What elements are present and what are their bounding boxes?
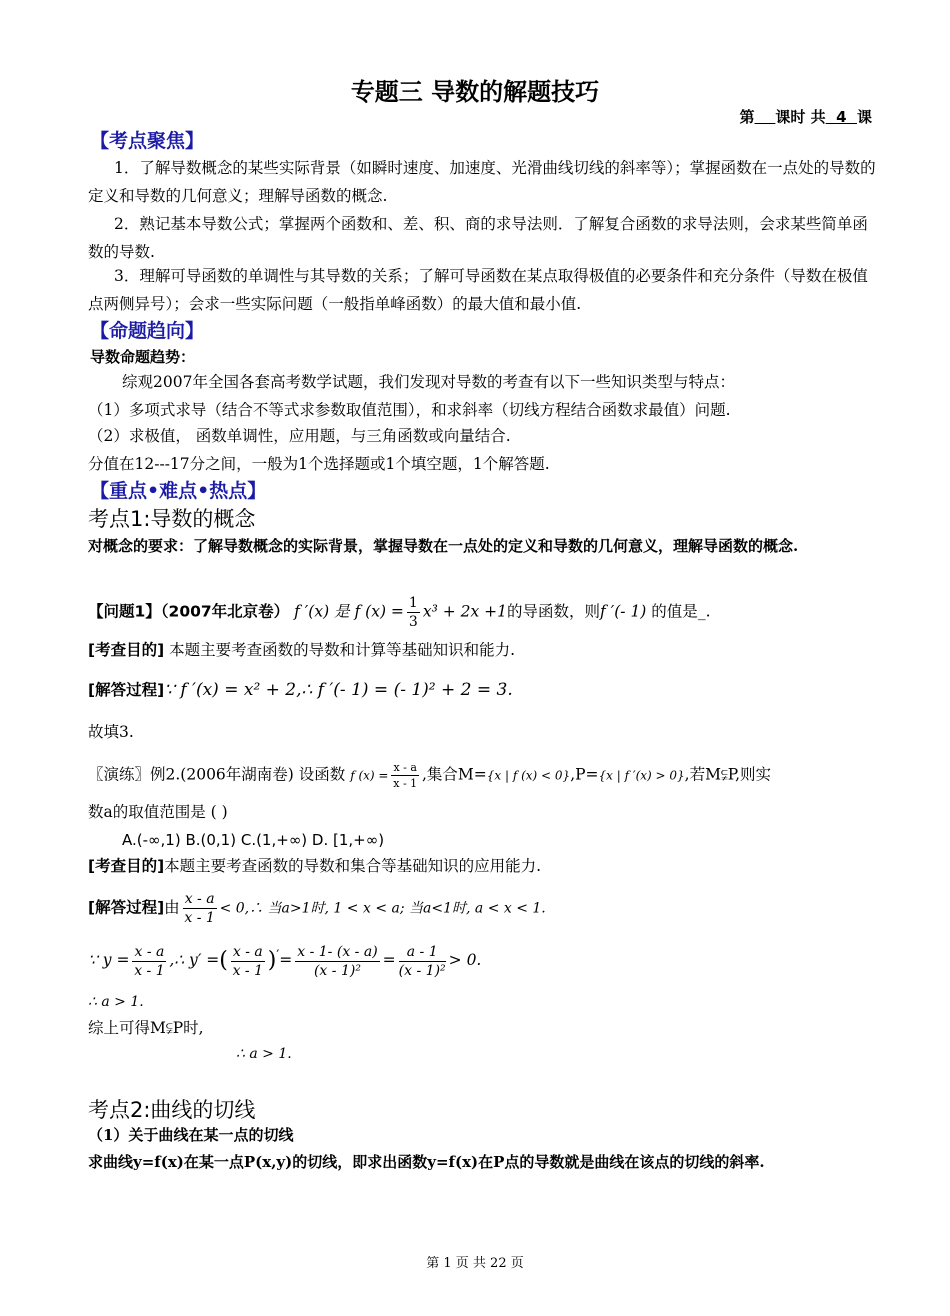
solution-2-text: 由 xyxy=(164,898,180,917)
trend-line-2: （1）多项式求导（结合不等式求参数取值范围），和求斜率（切线方程结合函数求最值）问题. xyxy=(88,401,731,419)
solution-3-eq: = xyxy=(279,951,293,970)
fraction-y: $\frac{x - a}{x - 1}$ xyxy=(134,943,165,979)
answer-choices: A.(-∞,1) B.(0,1) C.(1,+∞) D. [1,+∞) xyxy=(122,831,385,849)
fraction-y-inner: $\frac{x - a}{x - 1}$ xyxy=(232,943,263,979)
exercise-set-m: {x | f (x) < 0} xyxy=(486,768,571,783)
aim-2 xyxy=(88,852,541,880)
trend-line-3: （2）求极值， 函数单调性，应用题，与三角函数或向量结合. xyxy=(88,427,511,445)
exercise-text: 例2.(2006年湖南卷) 设函数 xyxy=(150,765,346,784)
solution-3-e: > 0. xyxy=(448,951,482,970)
fill-answer: 故填3. xyxy=(88,723,134,741)
exercise-set-p: {x | f ′(x) > 0} xyxy=(598,768,685,783)
problem-1-text-2: 的值是 xyxy=(651,602,698,621)
lesson-mid: 课时 共 xyxy=(775,108,826,126)
lesson-prefix: 第 xyxy=(739,108,755,126)
aim-1-label: [考查目的] xyxy=(88,641,165,659)
solution-4: ∴ a > 1. xyxy=(88,994,144,1010)
problem-1-source: （2007年北京卷） xyxy=(160,602,290,621)
aim-2-text: 本题主要考查函数的导数和集合等基础知识的应用能力. xyxy=(164,857,542,875)
page-footer: 第 1 页 共 22 页 xyxy=(426,1256,524,1271)
trend-line-1: 综观2007年全国各套高考数学试题，我们发现对导数的考查有以下一些知识类型与特点： xyxy=(122,373,735,391)
lesson-suffix: 课 xyxy=(856,108,872,126)
fraction-derivative-2: $\frac{a - 1}{\text{(x - 1)²}}$ xyxy=(398,943,446,979)
exercise-condition: ,若M⫋P,则实 xyxy=(684,765,772,784)
lesson-blank xyxy=(755,108,776,126)
solution-2-label: [解答过程] xyxy=(88,898,165,917)
problem-1 xyxy=(88,594,711,631)
exercise-2 xyxy=(88,760,771,791)
solution-1-label: [解答过程] xyxy=(88,681,165,699)
section-heading-trend: 【命题趋向】 xyxy=(90,320,205,342)
fraction-one-third: $\frac{1}{3}$ xyxy=(408,595,418,630)
solution-3-a: ∵ y = xyxy=(88,951,130,970)
exercise-label: 〖演练〗 xyxy=(88,765,151,784)
focus-point-2: 2．熟记基本导数公式；掌握两个函数和、差、积、商的求导法则．了解复合函数的求导法则，会求某些简单函数的导数. xyxy=(88,215,868,261)
solution-3: ∵ y = $\frac{x - a}{x - 1}$ ,∴ y′ =( $\frac{x - a}{x - 1}$ )′= $\frac{x - 1- (x - a)}{\text{(x - 1)²}}$ = $\frac{a - 1}{\text{(x - 1)²}}$ > 0. xyxy=(88,943,482,979)
exercise-set-p-label: ,P= xyxy=(570,765,599,784)
trend-subheading: 导数命题趋势： xyxy=(90,348,196,366)
conclusion-2: ∴ a > 1. xyxy=(236,1046,292,1062)
concept-requirement: 对概念的要求：了解导数概念的实际背景，掌握导数在一点处的定义和导数的几何意义，理解导函数的概念. xyxy=(88,537,799,555)
problem-1-text: 的导函数，则 xyxy=(507,602,601,621)
focus-point-1: 1．了解导数概念的某些实际背景（如瞬时速度、加速度、光滑曲线切线的斜率等）；掌握函数在一点处的导数的定义和导数的几何意义；理解导函数的概念. xyxy=(88,159,876,205)
trend-line-4: 分值在12---17分之间，一般为1个选择题或1个填空题，1个解答题. xyxy=(88,455,550,473)
aim-1 xyxy=(88,636,515,664)
topic-2-sub: （1）关于曲线在某一点的切线 xyxy=(88,1126,294,1144)
focus-point-3: 3．理解可导函数的单调性与其导数的关系；了解可导函数在某点取得极值的必要条件和充分条件（导数在极值点两侧异号）；会求一些实际问题（一般指单峰函数）的最大值和最小值. xyxy=(88,267,868,313)
section-heading-focus: 【考点聚焦】 xyxy=(90,130,205,152)
fraction-derivative-1: $\frac{x - 1- (x - a)}{\text{(x - 1)²}}$ xyxy=(297,943,378,979)
topic-1-title: 考点1:导数的概念 xyxy=(88,507,256,531)
fraction-x-a-over-x-1: $\frac{x - a}{x - 1}$ xyxy=(393,761,418,790)
solution-2-cases: < 0,∴ 当a>1时, 1 < x < a; 当a<1时, a < x < 1. xyxy=(219,900,546,917)
topic-2-text: 求曲线y=f(x)在某一点P(x,y)的切线，即求出函数y=f(x)在P点的导数就是曲线在该点的切线的斜率. xyxy=(88,1153,765,1171)
solution-3-b: ,∴ y′ = xyxy=(169,951,220,970)
problem-1-expr-a: f ′(x) 是 f (x) = xyxy=(294,602,404,621)
lesson-counter xyxy=(740,106,873,127)
problem-1-blank: _. xyxy=(697,602,711,621)
topic-2-title: 考点2:曲线的切线 xyxy=(88,1098,256,1122)
fraction-solution-2: $\frac{x - a}{x - 1}$ xyxy=(184,891,215,926)
solution-1-math: ∵ f ′(x) = x² + 2,∴ f ′(- 1) = (- 1)² + 2 = 3. xyxy=(164,680,513,700)
solution-3-eq-2: = xyxy=(382,951,396,970)
section-heading-key: 【重点•难点•热点】 xyxy=(90,480,267,502)
solution-1 xyxy=(88,676,513,704)
aim-2-label: [考查目的] xyxy=(88,857,165,875)
exercise-set-m-label: ,集合M= xyxy=(421,765,487,784)
aim-1-text: 本题主要考查函数的导数和计算等基础知识和能力. xyxy=(164,641,516,659)
problem-1-expr-b: x³ + 2x +1 xyxy=(422,602,508,621)
exercise-2-cont: 数a的取值范围是 ( ) xyxy=(88,803,228,821)
conclusion: 综上可得M⫋P时, xyxy=(88,1019,204,1037)
lesson-count: 4 xyxy=(836,108,847,126)
problem-1-expr-d: f ′(- 1) xyxy=(600,602,647,621)
solution-2 xyxy=(88,890,546,927)
problem-1-label: 【问题1】 xyxy=(88,602,161,621)
page-title: 专题三 导数的解题技巧 xyxy=(350,78,600,106)
exercise-fx: f (x) = xyxy=(350,768,389,783)
